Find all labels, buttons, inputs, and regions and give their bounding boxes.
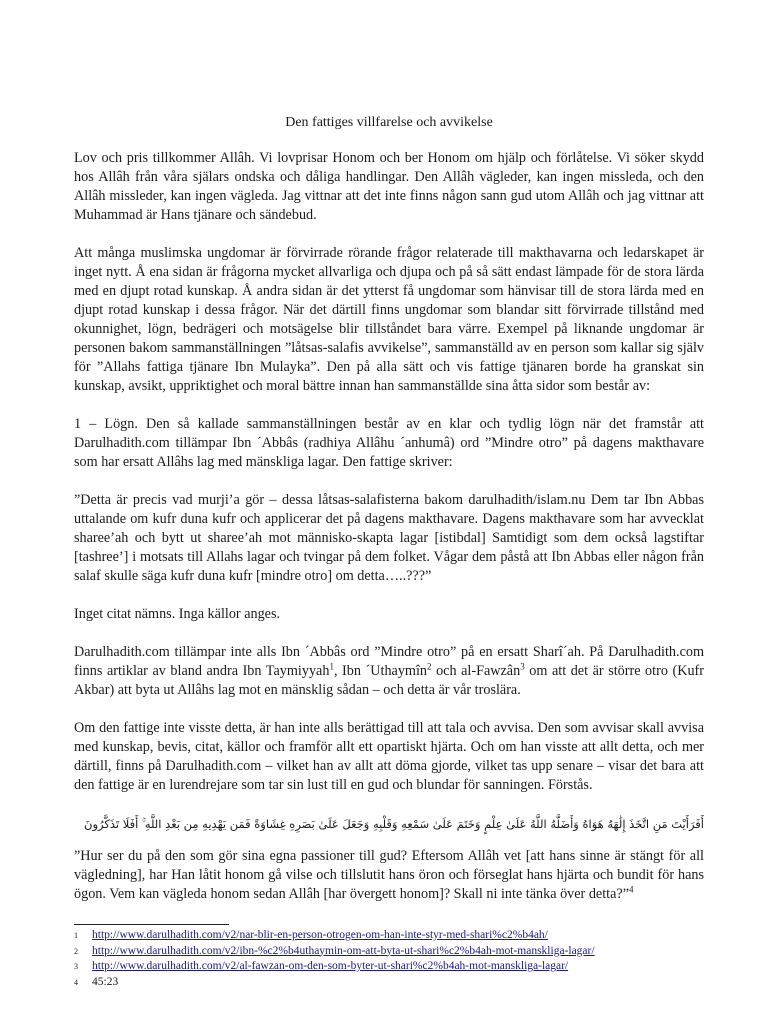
paragraph-lie: 1 – Lögn. Den så kallade sammanställningen består av en klar och tydlig lögn när det framstår att Darulhadith.com tillämpar Ibn ´Abbâs (radhiya Allâhu ´anhumâ) ord ”Mindre otro” på dagens makthavare som har ersatt Allâhs lag med mänskliga lagar. Den fattige skriver:: [74, 416, 704, 470]
paragraph-refutation: Om den fattige inte visste detta, är han inte alls berättigad till att tala och avvisa. Den som avvisar skall avvisa med kunskap, bevis, citat, källor och framför allt ett opartiskt hjärta. Och om han visste att allt detta, och mer därtill, finns på Darulhadith.com – vilket han av allt att döma gjorde, vilket tas upp senare – visar det bara att den fattige är en lurendrejare som tar sin lust till en gud och blundar för sanningen. Förstås.: [74, 720, 704, 793]
paragraph-intro: Lov och pris tillkommer Allâh. Vi lovprisar Honom och ber Honom om hjälp och förlåtelse. Vi söker skydd hos Allâh från våra själars ondska och dåliga handlingar. Den Allâh vägleder, kan ingen missleda, och den Allâh missleder, kan ingen vägleda. Jag vittnar att det inte finns någon sann gud utom Allâh och jag vittnar att Muhammad är Hans tjänare och sändebud.: [74, 150, 704, 223]
footnote-link[interactable]: http://www.darulhadith.com/v2/nar-blir-en-person-otrogen-om-han-inte-styr-med-shari%c2%b4ah/: [92, 929, 548, 941]
footnote-ref-1[interactable]: 1: [329, 661, 334, 672]
footnote-number: 2: [74, 946, 78, 956]
paragraph-text: och al-Fawzân: [431, 663, 521, 679]
footnotes: [74, 928, 704, 990]
paragraph-no-citation: Inget citat nämns. Inga källor anges.: [74, 606, 281, 622]
footnote-2: [74, 944, 704, 960]
footnote-verse-reference: 45:23: [92, 975, 119, 988]
footnote-3: [74, 959, 704, 975]
footnote-4: [74, 975, 704, 991]
footnote-link[interactable]: http://www.darulhadith.com/v2/al-fawzan-om-den-som-byter-ut-shari%c2%b4ah-mot-manskliga-lagar/: [92, 960, 569, 972]
footnote-link[interactable]: http://www.darulhadith.com/v2/ibn-%c2%b4uthaymin-om-att-byta-ut-shari%c2%b4ah-mot-manskliga-lagar/: [92, 944, 595, 957]
quote-paragraph: ”Detta är precis vad murji’a gör – dessa låtsas-salafisterna bakom darulhadith/islam.nu Dem tar Ibn Abbas uttalande om kufr duna kufr och applicerar det på dagens makthavare. Dagens makthavare som har avvecklat sharee’ah och bytt ut sharee’ah mot människo-skapta lagar [istibdal] Samtidigt som dem också lagstiftar [tashree’] i motsats till Allahs lagar och tvingar på dem folket. Vågar dem påstå att Ibn Abbas eller någon från salaf skulle säga kufr duna kufr [mindre otro] om detta…..???”: [74, 492, 704, 584]
paragraph-text: , Ibn ´Uthaymîn: [333, 663, 427, 679]
verse-translation: [74, 847, 704, 904]
paragraph-text: om att det är större otro (Kufr Akbar) att byta ut Allâhs lag mot en mänsklig sådan – och detta är vår troslära.: [74, 663, 704, 698]
footnote-ref-3[interactable]: 3: [520, 661, 525, 672]
footnote-number: 3: [74, 962, 78, 971]
translation-text: ”Hur ser du på den som gör sina egna passioner till gud? Eftersom Allâh vet [att hans sinne är stängt för all vägledning], har Han låtit honom gå vilse och tillslutit hans öron och förseglat hans hjärta och bundit för hans ögon. Vem kan vägleda honom sedan Allâh [har övergett honom]? Skall ni inte tänka över detta?”: [74, 848, 704, 902]
footnote-number: 1: [74, 931, 78, 940]
footnote-ref-2[interactable]: 2: [427, 661, 432, 672]
footnote-1: [74, 928, 704, 944]
paragraph-text: Darulhadith.com tillämpar inte alls Ibn ´Abbâs ord ”Mindre otro” på en ersatt Sharî´ah. På Darulhadith.com finns artiklar av bland andra Ibn Taymiyyah: [74, 644, 704, 679]
arabic-verse: أَفَرَأَيْتَ مَنِ اتَّخَذَ إِلَٰهَهُ هَوَاهُ وَأَضَلَّهُ اللَّهُ عَلَىٰ عِلْمٍ وَخَتَمَ عَلَىٰ سَمْعِهِ وَقَلْبِهِ وَجَعَلَ عَلَىٰ بَصَرِهِ غِشَاوَةً فَمَن يَهْدِيهِ مِن بَعْدِ اللَّهِ ۚ أَفَلَا تَذَكَّرُونَ: [84, 817, 704, 831]
document-title: Den fattiges villfarelse och avvikelse: [285, 115, 493, 130]
footnote-divider: [74, 924, 229, 925]
paragraph-darulhadith: [74, 643, 704, 700]
footnote-ref-4[interactable]: 4: [629, 884, 634, 895]
footnote-number: 4: [74, 977, 78, 987]
paragraph-youth: Att många muslimska ungdomar är förvirrade rörande frågor relaterade till makthavarna och ledarskapet är inget nytt. Å ena sidan är frågorna mycket allvarliga och djupa och på så sätt endast lämpade för de stora lärda med en djupt rotad kunskap. Å andra sidan är det ytterst få ungdomar som hänvisar till de stora lärda med en djupt rotad kunskap i dessa frågor. När det därtill finns ungdomar som blandar sitt förvirrade tillstånd med okunnighet, lögn, bedrägeri och motsägelse blir tillståndet bara värre. Exempel på liknande ungdomar är personen bakom sammanställningen ”låtsas-salafis avvikelse”, sammanställd av en person som kallar sig själv för ”Allahs fattiga tjänare Ibn Mulayka”. Den på alla sätt och vis fattige tjänaren borde ha granskat sin kunskap, avsikt, uppriktighet och moral bättre innan han sammanställde sina åtta sidor som består av:: [74, 245, 704, 394]
